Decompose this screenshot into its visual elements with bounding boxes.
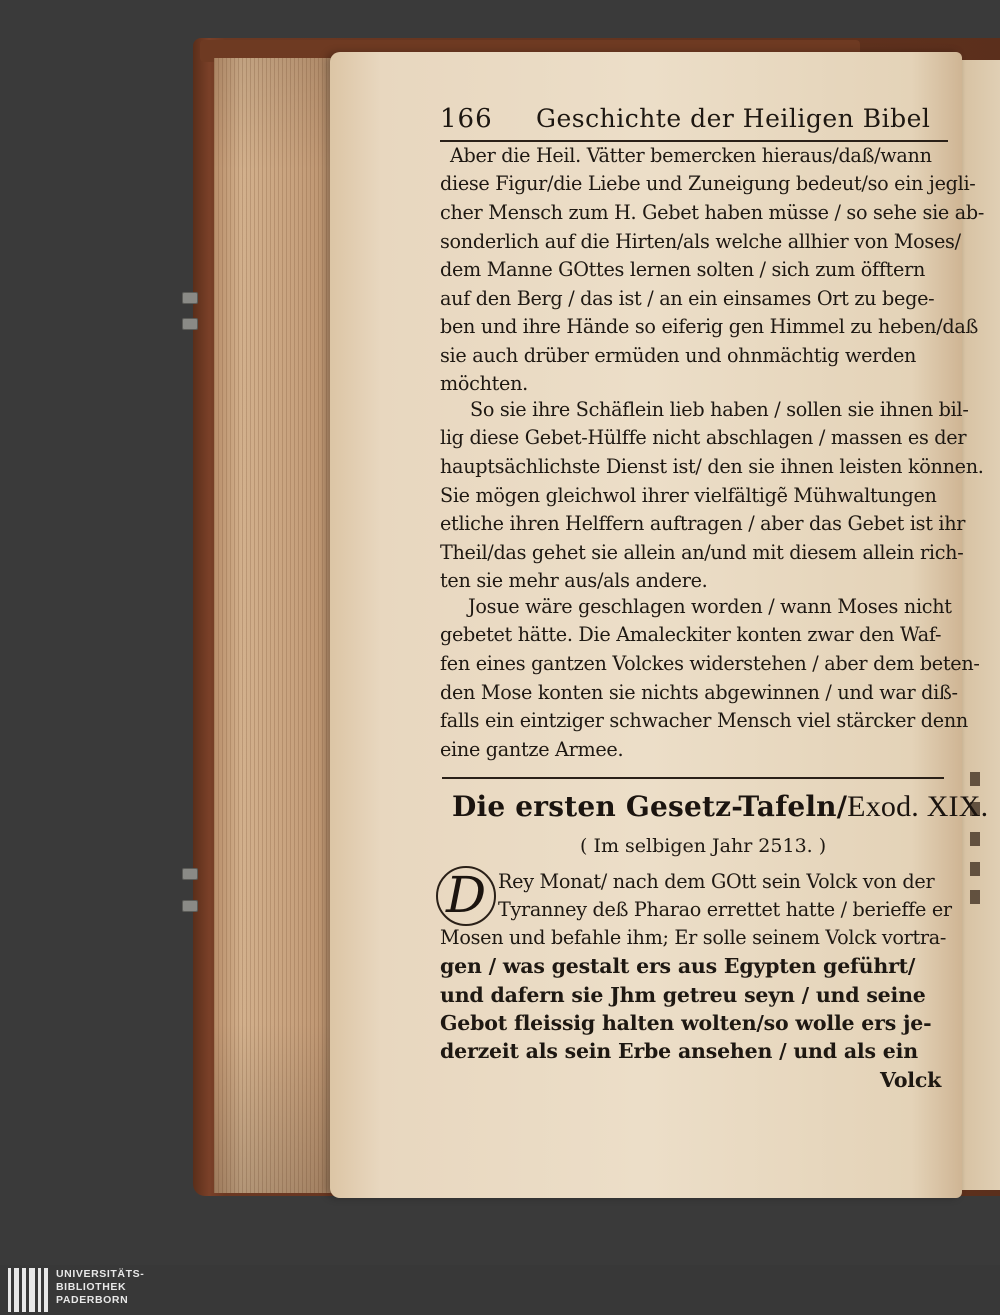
text-line: Sie mögen gleichwol ihrer vielfältigẽ Mühwaltungen	[440, 484, 937, 507]
text-line: sie auch drüber ermüden und ohnmächtig werden	[440, 344, 917, 367]
text-line: hauptsächlichste Dienst ist/ den sie ihnen leisten können.	[440, 455, 984, 478]
text-line: falls ein eintziger schwacher Mensch viel stärcker denn	[440, 709, 968, 732]
clasp-hinge	[182, 292, 198, 304]
text-line: gebetet hätte. Die Amaleckiter konten zwar den Waf-	[440, 623, 942, 646]
library-name-line3: PADERBORN	[56, 1294, 129, 1306]
text-line: ten sie mehr aus/als andere.	[440, 569, 708, 592]
text-line: und dafern sie Jhm getreu seyn / und seine	[440, 983, 926, 1007]
text-line: etliche ihren Helffern auftragen / aber das Gebet ist ihr	[440, 512, 966, 535]
text-line: ben und ihre Hände so eiferig gen Himmel zu heben/daß	[440, 315, 979, 338]
text-line: sonderlich auf die Hirten/als welche allhier von Moses/	[440, 230, 961, 253]
text-line: Theil/das gehet sie allein an/und mit diesem allein rich-	[440, 541, 964, 564]
bleed-mark	[970, 890, 980, 904]
text-line: den Mose konten sie nichts abgewinnen / und war diß-	[440, 681, 958, 704]
bleed-mark	[970, 832, 980, 846]
clasp-hinge	[182, 318, 198, 330]
text-line: Josue wäre geschlagen worden / wann Moses nicht	[468, 595, 952, 618]
decorated-initial: D	[436, 866, 496, 926]
text-line: diese Figur/die Liebe und Zuneigung bedeut/so ein jegli-	[440, 172, 976, 195]
page-number: 166	[440, 104, 493, 134]
text-line: Gebot fleissig halten wolten/so wolle ers je-	[440, 1011, 932, 1035]
clasp-hinge	[182, 868, 198, 880]
text-line: Mosen und befahle ihm; Er solle seinem Volck vortra-	[440, 926, 947, 949]
library-footer	[0, 1265, 1000, 1315]
text-line: cher Mensch zum H. Gebet haben müsse / so sehe sie ab-	[440, 201, 985, 224]
bleed-mark	[970, 862, 980, 876]
text-line: gen / was gestalt ers aus Egypten geführt/	[440, 954, 916, 978]
section-title: Die ersten Gesetz-Tafeln/	[452, 790, 848, 823]
section-date: ( Im selbigen Jahr 2513. )	[580, 835, 827, 857]
text-line: eine gantze Armee.	[440, 738, 624, 761]
bleed-mark	[970, 772, 980, 786]
text-line: Rey Monat/ nach dem GOtt sein Volck von der	[498, 870, 935, 893]
text-line: auf den Berg / das ist / an ein einsames Ort zu bege-	[440, 287, 935, 310]
text-line: derzeit als sein Erbe ansehen / und als ein	[440, 1039, 918, 1063]
section-reference: Exod. XIX.	[847, 790, 989, 823]
text-line: Tyranney deß Pharao errettet hatte / berieffe er	[498, 898, 952, 921]
text-line: fen eines gantzen Volckes widerstehen / aber dem beten-	[440, 652, 980, 675]
text-line: dem Manne GOttes lernen solten / sich zum öfftern	[440, 258, 926, 281]
text-line: Aber die Heil. Vätter bemercken hieraus/daß/wann	[450, 144, 932, 167]
page-header	[440, 104, 948, 142]
section-heading	[452, 790, 988, 824]
clasp-hinge	[182, 900, 198, 912]
running-title: Geschichte der Heiligen Bibel	[536, 104, 931, 133]
library-name-line2: BIBLIOTHEK	[56, 1281, 127, 1293]
section-divider	[442, 777, 944, 779]
text-line: lig diese Gebet-Hülffe nicht abschlagen / massen es der	[440, 426, 967, 449]
text-line: So sie ihre Schäflein lieb haben / sollen sie ihnen bil-	[470, 398, 969, 421]
library-name-line1: UNIVERSITÄTS-	[56, 1268, 145, 1280]
catchword: Volck	[880, 1068, 942, 1092]
text-line: möchten.	[440, 372, 528, 395]
library-logo-icon	[8, 1268, 48, 1312]
